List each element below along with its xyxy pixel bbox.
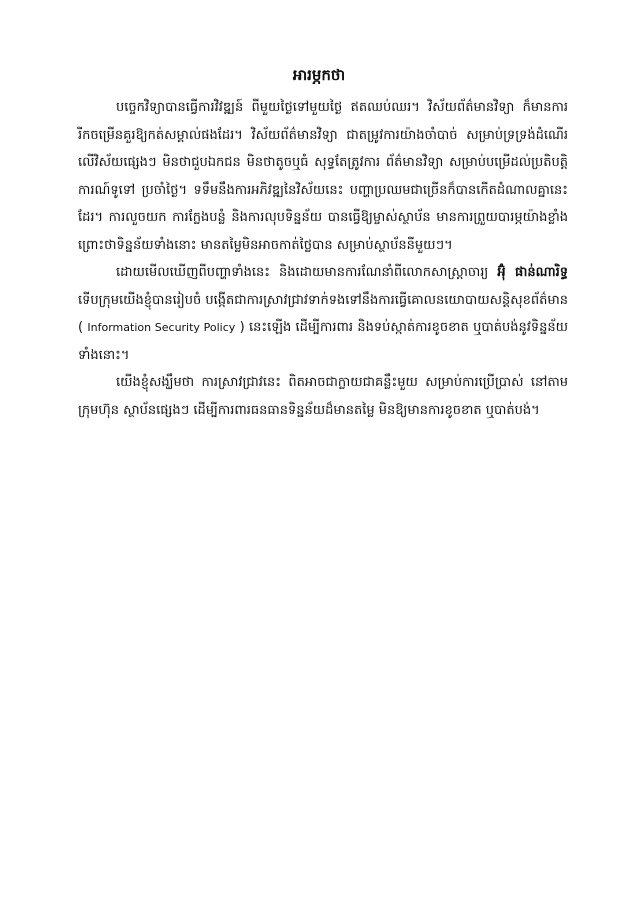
page-title: អារម្ភកថា [292, 66, 346, 84]
paragraph-purpose-text-1: ដោយមើលឃើញពីបញ្ហាទាំងនេះ និងដោយមានការណែនាំពីលោកសាស្ត្រាចារ្យ [116, 265, 498, 280]
paragraph-hope [78, 369, 568, 424]
paragraph-purpose-text-2: ទើបក្រុមយើងខ្ញុំបានរៀបចំ បង្កើតជាការស្រាវជ្រាវទាក់ទងទៅនឹងការធ្វើគោលនយោបាយសន្តិសុខព័ត៌មាន ( [78, 292, 568, 335]
document-body [78, 94, 568, 424]
paragraph-purpose-text-3: ) នេះឡើង ដើម្បីការពារ និងទប់ស្កាត់ការខូចខាត ឬបាត់បង់នូវទិន្នន័យទាំងនោះ។ [78, 320, 568, 363]
paragraph-intro [78, 94, 568, 259]
policy-english-term: Information Security Policy [87, 321, 236, 334]
advisor-name: អ៊ុំ ផាន់ណារិទ្ធ [497, 265, 568, 280]
paragraph-intro-text: បច្ចេកវិទ្យាបានធ្វើការវិវឌ្ឍន៍ ពីមួយថ្ងៃទៅមួយថ្ងៃ ឥតឈប់ឈរ។ វិស័យព័ត៌មានវិទ្យា ក៏មានការរីកចម្រើនគួរឱ្យកត់សម្គាល់ផងដែរ។ វិស័យព័ត៌មានវិទ្យា ជាតម្រូវការយ៉ាងចាំបាច់ សម្រាប់ទ្រទ្រង់ដំណើរ លើវិស័យផ្សេងៗ មិនថាជួបឯកជន មិនថាតូចឬធំ សុទ្ធតែត្រូវការ ព័ត៌មានវិទ្យា សម្រាប់បម្រើដល់ប្រតិបត្តិការណ៍ទូទៅ ប្រចាំថ្ងៃ។ ទទឹមនឹងការអភិវឌ្ឍនៃវិស័យនេះ បញ្ហាប្រឈមជាច្រើនក៏បានកើតដំណាលគ្នានេះដែរ។ ការលួចយក ការក្លែងបន្លំ និងការលុបទិន្នន័យ បានធ្វើឱ្យម្ចាស់ស្ថាប័ន មានការព្រួយបារម្ភយ៉ាងខ្លាំង ព្រោះថាទិន្នន័យទាំងនោះ មានតម្លៃមិនអាចកាត់ថ្លៃបាន សម្រាប់ស្ថាប័ននីមួយៗ។ [78, 100, 568, 253]
paragraph-purpose [78, 259, 568, 369]
paragraph-hope-text: យើងខ្ញុំសង្ឃឹមថា ការស្រាវជ្រាវនេះ ពិតអាចជាក្លាយជាគន្លឹះមួយ សម្រាប់ការប្រើប្រាស់ នៅតាមក្រុមហ៊ុន ស្ថាប័នផ្សេងៗ ដើម្បីការពារធនធានទិន្នន័យដ៏មានតម្លៃ មិនឱ្យមានការខូចខាត ឬបាត់បង់។ [78, 375, 568, 418]
